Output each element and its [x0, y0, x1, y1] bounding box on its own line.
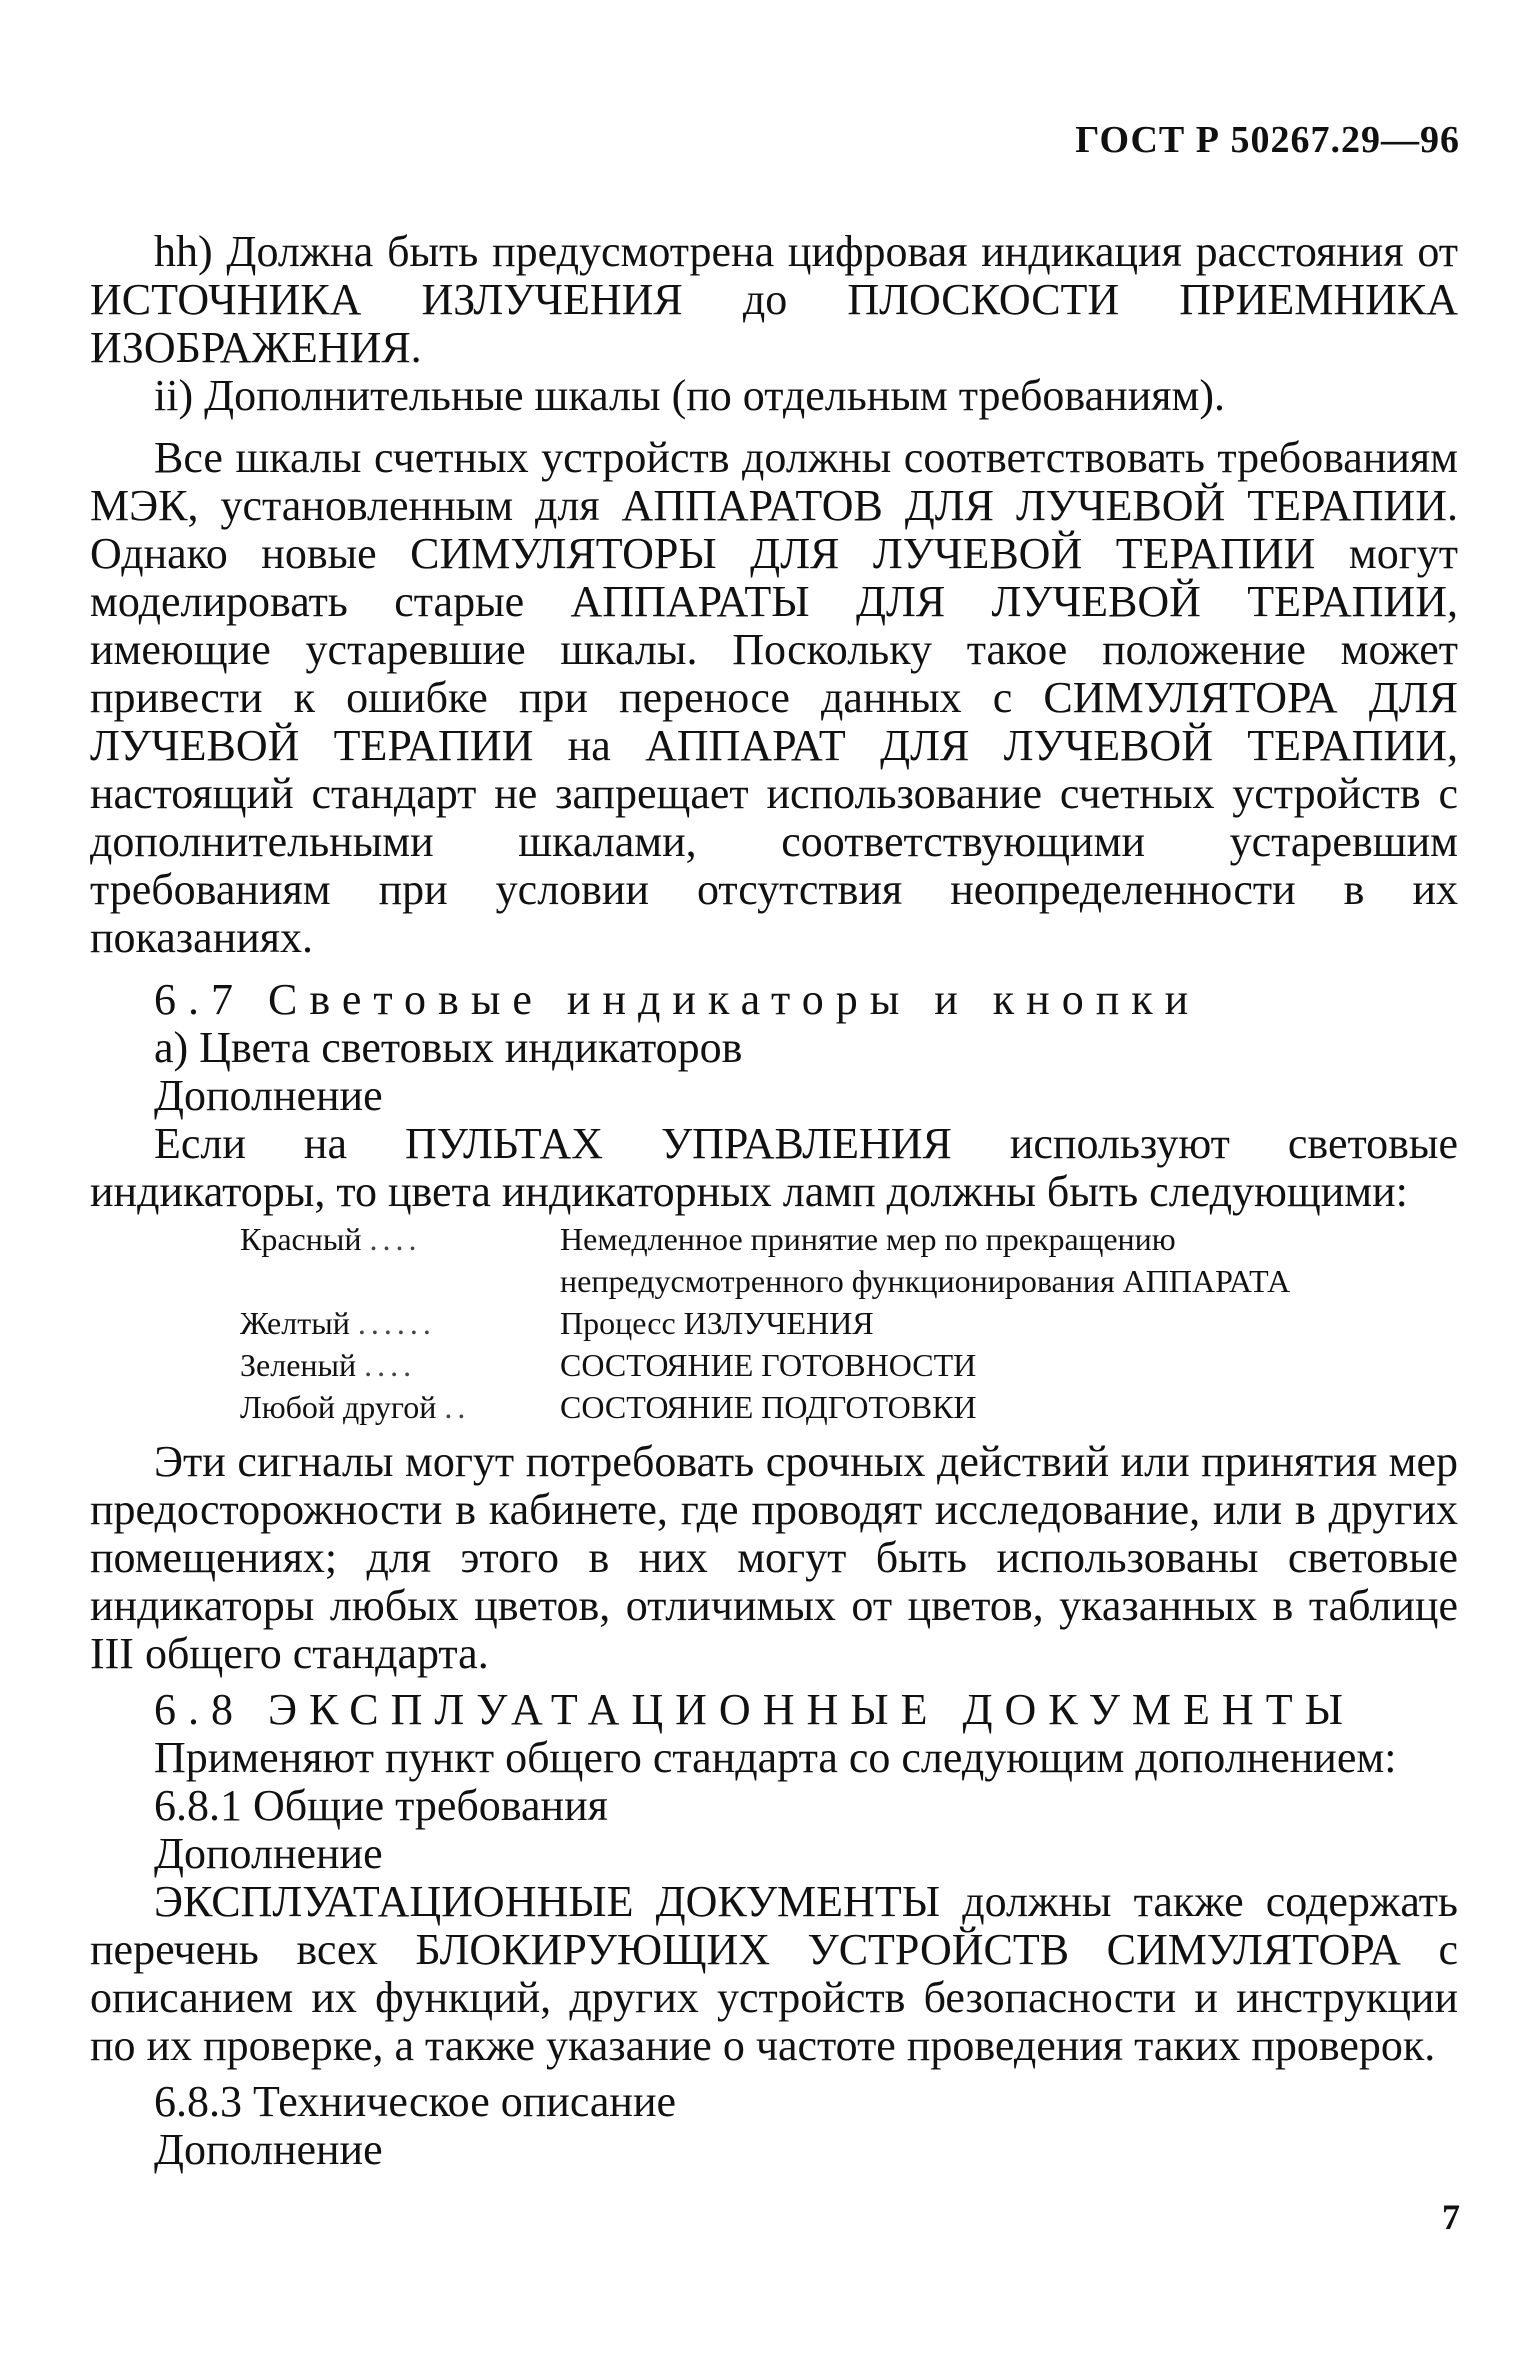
- page-number: 7: [1442, 2197, 1460, 2237]
- dot-leader: ....: [369, 1221, 422, 1257]
- table-row: [240, 1344, 1340, 1386]
- item-a-heading: а) Цвета световых индикаторов: [154, 1023, 743, 1072]
- indicator-colors-table: [240, 1218, 1340, 1428]
- paragraph-control-panels: Если на ПУЛЬТАХ УПРАВЛЕНИЯ используют световые индикаторы, то цвета индикаторных ламп должны быть следующими:: [90, 1119, 1458, 1216]
- paragraph-operating-docs: ЭКСПЛУАТАЦИОННЫЕ ДОКУМЕНТЫ должны также содержать перечень всех БЛОКИРУЮЩИХ УСТРОЙСТВ СИМУЛЯТОРА с описанием их функций, других устройств безопасности и инструкции по их проверке, а также указание о частоте проведения таких проверок.: [90, 1877, 1458, 2070]
- paragraph-scales: Все шкалы счетных устройств должны соответствовать требованиям МЭК, установленным для АППАРАТОВ ДЛЯ ЛУЧЕВОЙ ТЕРАПИИ. Однако новые СИМУЛЯТОРЫ ДЛЯ ЛУЧЕВОЙ ТЕРАПИИ могут моделировать старые АППАРАТЫ ДЛЯ ЛУЧЕВОЙ ТЕРАПИИ, имеющие устаревшие шкалы. Поскольку такое положение может привести к ошибке при переносе данных с СИМУЛЯТОРА ДЛЯ ЛУЧЕВОЙ ТЕРАПИИ на АППАРАТ ДЛЯ ЛУЧЕВОЙ ТЕРАПИИ, настоящий стандарт не запрещает использование счетных устройств с дополнительными шкалами, соответствующими устаревшим требованиям при условии отсутствия неопределенности в их показаниях.: [90, 433, 1458, 962]
- paragraph-signals: Эти сигналы могут потребовать срочных действий или принятия мер предосторожности в кабинете, где проводят исследование, или в других помещениях; для этого в них могут быть использованы световые индикаторы любых цветов, отличимых от цветов, указанных в таблице III общего стандарта.: [90, 1437, 1458, 1678]
- table-row: [240, 1302, 1340, 1344]
- dot-leader: ....: [364, 1347, 417, 1383]
- color-meaning: Процесс ИЗЛУЧЕНИЯ: [560, 1305, 874, 1341]
- paragraph-apply: Применяют пункт общего стандарта со следующим дополнением:: [154, 1733, 1397, 1782]
- standard-code-header: ГОСТ Р 50267.29—96: [1075, 119, 1460, 161]
- section-6-8-3-heading: 6.8.3 Техническое описание: [154, 2077, 677, 2126]
- paragraph-ii: ii) Дополнительные шкалы (по отдельным требованиям).: [154, 371, 1225, 420]
- color-meaning: СОСТОЯНИЕ ПОДГОТОВКИ: [560, 1389, 977, 1425]
- color-name: Зеленый: [240, 1347, 357, 1383]
- section-6-7-heading: 6.7 Световые индикаторы и кнопки: [154, 975, 1201, 1024]
- addition-label-1: Дополнение: [154, 1071, 383, 1120]
- document-body: [90, 228, 1458, 2174]
- color-name: Желтый: [240, 1305, 350, 1341]
- section-6-8-heading: 6.8 ЭКСПЛУАТАЦИОННЫЕ ДОКУМЕНТЫ: [154, 1685, 1355, 1734]
- paragraph-hh: hh) Должна быть предусмотрена цифровая индикация расстояния от ИСТОЧНИКА ИЗЛУЧЕНИЯ до ПЛОСКОСТИ ПРИЕМНИКА ИЗОБРАЖЕНИЯ.: [90, 227, 1458, 372]
- color-meaning: СОСТОЯНИЕ ГОТОВНОСТИ: [560, 1347, 977, 1383]
- color-meaning: Немедленное принятие мер по прекращению непредусмотренного функционирования АППАРАТА: [560, 1221, 1291, 1299]
- dot-leader: ..: [444, 1389, 471, 1425]
- section-6-8-1-heading: 6.8.1 Общие требования: [154, 1781, 608, 1830]
- addition-label-2: Дополнение: [154, 1829, 383, 1878]
- table-row: [240, 1218, 1340, 1302]
- table-row: [240, 1386, 1340, 1428]
- color-name: Любой другой: [240, 1389, 437, 1425]
- color-name: Красный: [240, 1221, 362, 1257]
- addition-label-3: Дополнение: [154, 2125, 383, 2174]
- dot-leader: ......: [357, 1305, 436, 1341]
